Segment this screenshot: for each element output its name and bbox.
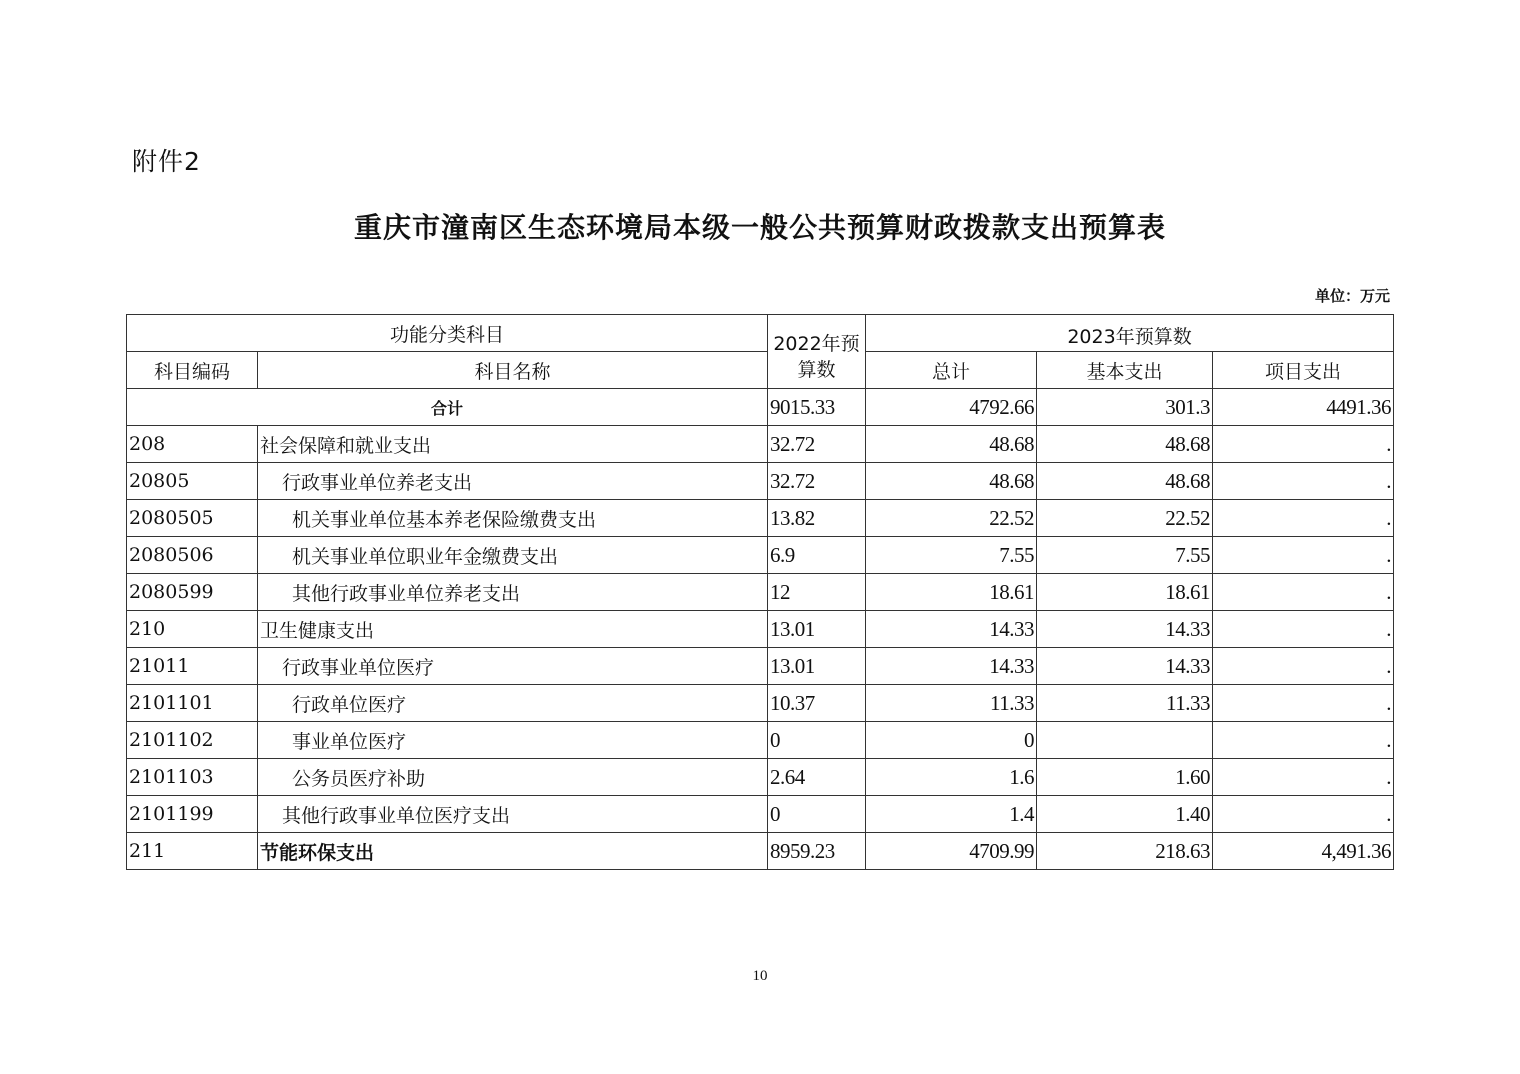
row-project: . — [1213, 611, 1394, 648]
header-total: 总计 — [866, 352, 1037, 389]
row-code: 208 — [127, 426, 258, 463]
table-row — [127, 611, 1394, 648]
row-basic: 18.61 — [1037, 574, 1213, 611]
row-budget-2022: 13.01 — [768, 611, 866, 648]
total-row — [127, 389, 1394, 426]
row-basic: 11.33 — [1037, 685, 1213, 722]
row-basic: 1.40 — [1037, 796, 1213, 833]
row-name: 公务员医疗补助 — [258, 759, 768, 796]
row-project: . — [1213, 500, 1394, 537]
row-name: 卫生健康支出 — [258, 611, 768, 648]
row-basic — [1037, 722, 1213, 759]
row-name: 机关事业单位职业年金缴费支出 — [258, 537, 768, 574]
total-label: 合计 — [127, 389, 768, 426]
table-row — [127, 463, 1394, 500]
row-name: 行政事业单位医疗 — [258, 648, 768, 685]
row-name: 行政事业单位养老支出 — [258, 463, 768, 500]
row-name: 事业单位医疗 — [258, 722, 768, 759]
row-budget-2022: 0 — [768, 796, 866, 833]
row-total: 18.61 — [866, 574, 1037, 611]
row-budget-2022: 2.64 — [768, 759, 866, 796]
table-row — [127, 722, 1394, 759]
total-project: 4491.36 — [1213, 389, 1394, 426]
row-code: 20805 — [127, 463, 258, 500]
row-code: 210 — [127, 611, 258, 648]
row-total: 11.33 — [866, 685, 1037, 722]
row-budget-2022: 32.72 — [768, 463, 866, 500]
total-basic: 301.3 — [1037, 389, 1213, 426]
table-row — [127, 500, 1394, 537]
row-budget-2022: 32.72 — [768, 426, 866, 463]
row-code: 2080506 — [127, 537, 258, 574]
row-code: 211 — [127, 833, 258, 870]
header-row-2 — [127, 352, 1394, 389]
header-budget-2023: 2023年预算数 — [866, 315, 1394, 352]
row-basic: 22.52 — [1037, 500, 1213, 537]
row-total: 7.55 — [866, 537, 1037, 574]
row-total: 1.6 — [866, 759, 1037, 796]
row-project: . — [1213, 722, 1394, 759]
annex-label: 附件2 — [132, 147, 201, 176]
table-row — [127, 426, 1394, 463]
row-basic: 48.68 — [1037, 463, 1213, 500]
row-project: . — [1213, 685, 1394, 722]
table-row — [127, 759, 1394, 796]
row-code: 2080599 — [127, 574, 258, 611]
row-basic: 1.60 — [1037, 759, 1213, 796]
table-row — [127, 685, 1394, 722]
row-basic: 14.33 — [1037, 611, 1213, 648]
row-basic: 7.55 — [1037, 537, 1213, 574]
row-basic: 48.68 — [1037, 426, 1213, 463]
row-budget-2022: 6.9 — [768, 537, 866, 574]
row-budget-2022: 13.82 — [768, 500, 866, 537]
header-budget-2022: 2022年预算数 — [768, 315, 866, 389]
total-budget-2022: 9015.33 — [768, 389, 866, 426]
row-total: 14.33 — [866, 648, 1037, 685]
row-project: . — [1213, 796, 1394, 833]
header-basic: 基本支出 — [1037, 352, 1213, 389]
row-project: . — [1213, 426, 1394, 463]
row-project: . — [1213, 463, 1394, 500]
row-project: . — [1213, 537, 1394, 574]
row-budget-2022: 10.37 — [768, 685, 866, 722]
header-row-1 — [127, 315, 1394, 352]
table-row — [127, 537, 1394, 574]
row-code: 2080505 — [127, 500, 258, 537]
row-total: 4709.99 — [866, 833, 1037, 870]
row-name: 其他行政事业单位养老支出 — [258, 574, 768, 611]
row-name: 社会保障和就业支出 — [258, 426, 768, 463]
header-project: 项目支出 — [1213, 352, 1394, 389]
row-project: 4,491.36 — [1213, 833, 1394, 870]
row-total: 1.4 — [866, 796, 1037, 833]
row-total: 48.68 — [866, 426, 1037, 463]
header-name: 科目名称 — [258, 352, 768, 389]
page-title: 重庆市潼南区生态环境局本级一般公共预算财政拨款支出预算表 — [353, 211, 1166, 244]
row-total: 48.68 — [866, 463, 1037, 500]
row-code: 21011 — [127, 648, 258, 685]
row-name: 其他行政事业单位医疗支出 — [258, 796, 768, 833]
unit-label: 单位：万元 — [1314, 287, 1390, 305]
row-total: 14.33 — [866, 611, 1037, 648]
total-total: 4792.66 — [866, 389, 1037, 426]
row-code: 2101102 — [127, 722, 258, 759]
header-code: 科目编码 — [127, 352, 258, 389]
table-row — [127, 574, 1394, 611]
row-total: 0 — [866, 722, 1037, 759]
row-name: 节能环保支出 — [258, 833, 768, 870]
row-name: 行政单位医疗 — [258, 685, 768, 722]
table-row — [127, 833, 1394, 870]
row-project: . — [1213, 648, 1394, 685]
row-code: 2101199 — [127, 796, 258, 833]
row-basic: 218.63 — [1037, 833, 1213, 870]
row-code: 2101101 — [127, 685, 258, 722]
table-row — [127, 796, 1394, 833]
row-basic: 14.33 — [1037, 648, 1213, 685]
row-budget-2022: 8959.23 — [768, 833, 866, 870]
header-function-category: 功能分类科目 — [127, 315, 768, 352]
row-project: . — [1213, 759, 1394, 796]
row-budget-2022: 12 — [768, 574, 866, 611]
row-name: 机关事业单位基本养老保险缴费支出 — [258, 500, 768, 537]
table-row — [127, 648, 1394, 685]
row-budget-2022: 0 — [768, 722, 866, 759]
row-budget-2022: 13.01 — [768, 648, 866, 685]
budget-table — [126, 314, 1394, 870]
row-code: 2101103 — [127, 759, 258, 796]
row-project: . — [1213, 574, 1394, 611]
page-number: 10 — [752, 968, 768, 984]
row-total: 22.52 — [866, 500, 1037, 537]
